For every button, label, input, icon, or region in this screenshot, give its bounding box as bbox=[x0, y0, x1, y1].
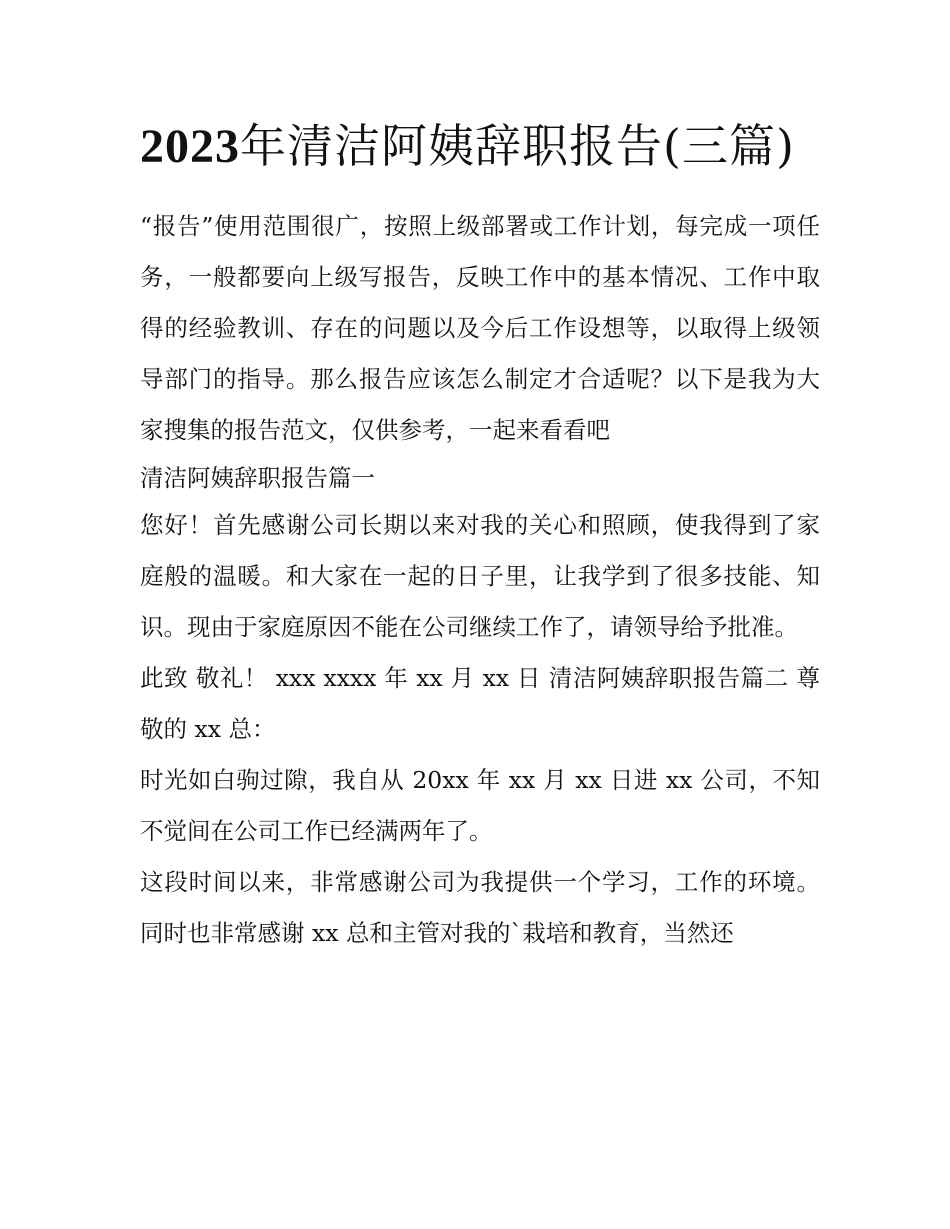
intro-paragraph: “报告”使用范围很广，按照上级部署或工作计划，每完成一项任务，一般都要向上级写报告，反映工作中的基本情况、工作中取得的经验教训、存在的问题以及今后工作设想等，以取得上级领导部门的指导。那么报告应该怎么制定才合适呢？以下是我为大家搜集的报告范文，仅供参考，一起来看看吧 bbox=[140, 212, 820, 444]
section1-paragraph: 您好！首先感谢公司长期以来对我的关心和照顾，使我得到了家庭般的温暖。和大家在一起的日子里，让我学到了很多技能、知识。现由于家庭原因不能在公司继续工作了，请领导给予批准。 bbox=[140, 511, 820, 641]
document-page bbox=[140, 112, 820, 959]
closing-paragraph: 此致 敬礼！ xxx xxxx 年 xx 月 xx 日 清洁阿姨辞职报告篇二 尊敬的 xx 总： bbox=[140, 664, 820, 743]
section2-paragraph-1: 时光如白驹过隙，我自从 20xx 年 xx 月 xx 日进 xx 公司，不知不觉间在公司工作已经满两年了。 bbox=[140, 766, 820, 845]
document-title bbox=[140, 112, 820, 181]
title-year: 2023 bbox=[140, 120, 240, 173]
section2-paragraph-2: 这段时间以来，非常感谢公司为我提供一个学习，工作的环境。同时也非常感谢 xx 总和主管对我的`栽培和教育，当然还 bbox=[140, 868, 820, 947]
title-text: 年清洁阿姨辞职报告(三篇) bbox=[240, 119, 795, 173]
section-heading-1: 清洁阿姨辞职报告篇一 bbox=[140, 464, 375, 492]
